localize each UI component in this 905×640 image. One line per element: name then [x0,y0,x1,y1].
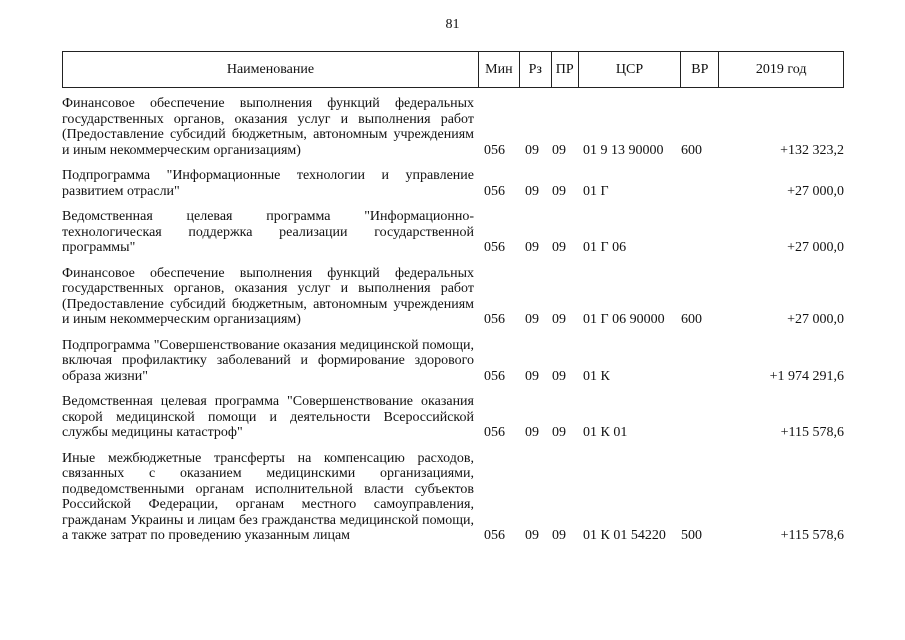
table-row [62,338,844,385]
row-pr: 09 [552,368,566,384]
row-year: +115 578,6 [780,425,844,440]
table-row [62,266,844,328]
header-pr: ПР [551,52,578,87]
row-rz: 09 [525,240,539,255]
row-min: 056 [484,368,505,384]
header-name: Наименование [226,61,315,77]
row-rz: 09 [525,142,539,158]
table-row [62,209,844,256]
page-number: 81 [445,17,460,32]
row-csr: 01 К 01 [583,425,628,440]
table-row [62,96,844,158]
header-min: Мин [478,52,519,87]
row-name: Ведомственная целевая программа "Совершенствование оказания скорой медицинской помощи и деятельности Всероссийской службы медицины катастроф" [62,394,474,440]
table-row [62,394,844,441]
row-pr: 09 [552,183,566,199]
table-row [62,451,844,544]
header-year: 2019 год [718,52,843,87]
row-min: 056 [484,240,505,255]
header-rz: Рз [519,52,551,87]
row-pr: 09 [552,528,566,543]
row-year: +27 000,0 [787,312,844,327]
row-year: +27 000,0 [787,183,844,199]
row-min: 056 [484,183,505,199]
row-rz: 09 [525,528,539,543]
row-csr: 01 Г 06 [583,240,627,255]
row-year: +27 000,0 [787,240,844,255]
row-rz: 09 [525,368,539,384]
row-vr: 600 [681,142,702,158]
row-pr: 09 [552,240,566,255]
row-name: Иные межбюджетные трансферты на компенсацию расходов, связанных с оказанием медицинскими организациями, подведомственными органам исполнительной власти субъектов Российской Федерации, органам местного самоуправления, гражданам Украины и лицам без гражданства медицинской помощи, а также затрат по проведению указанным лицам [62,450,474,543]
row-csr: 01 Г [583,183,609,199]
row-year: +115 578,6 [780,528,844,543]
header-csr: ЦСР [578,52,681,87]
row-rz: 09 [525,425,539,440]
row-rz: 09 [525,183,539,199]
row-name: Подпрограмма "Совершенствование оказания медицинской помощи, включая профилактику заболеваний и формирование здорового образа жизни" [62,337,474,384]
row-csr: 01 9 13 90000 [583,142,664,158]
row-vr: 500 [681,528,702,543]
row-name: Подпрограмма "Информационные технологии и управление развитием отрасли" [62,168,474,199]
row-pr: 09 [552,142,566,158]
row-name: Финансовое обеспечение выполнения функций федеральных государственных органов, оказания услуг и выполнения работ (Предоставление субсидий бюджетным, автономным учреждениям и иным некоммерческим организациям) [62,96,474,158]
row-year: +1 974 291,6 [769,368,844,384]
row-pr: 09 [552,312,566,327]
row-csr: 01 К 01 54220 [583,528,666,543]
table-row [62,168,844,199]
row-min: 056 [484,425,505,440]
row-min: 056 [484,312,505,327]
row-min: 056 [484,142,505,158]
header-vr: ВР [680,52,718,87]
row-min: 056 [484,528,505,543]
row-csr: 01 К [583,368,610,384]
row-rz: 09 [525,312,539,327]
row-csr: 01 Г 06 90000 [583,312,665,327]
table-body [62,96,844,554]
row-year: +132 323,2 [780,142,844,158]
table-header [62,51,844,88]
row-pr: 09 [552,425,566,440]
row-name: Финансовое обеспечение выполнения функций федеральных государственных органов, оказания услуг и выполнения работ (Предоставление субсидий бюджетным, автономным учреждениям и иным некоммерческим организациям) [62,265,474,327]
row-name: Ведомственная целевая программа "Информационно-технологическая поддержка реализации государственной программы" [62,209,474,255]
row-vr: 600 [681,312,702,327]
